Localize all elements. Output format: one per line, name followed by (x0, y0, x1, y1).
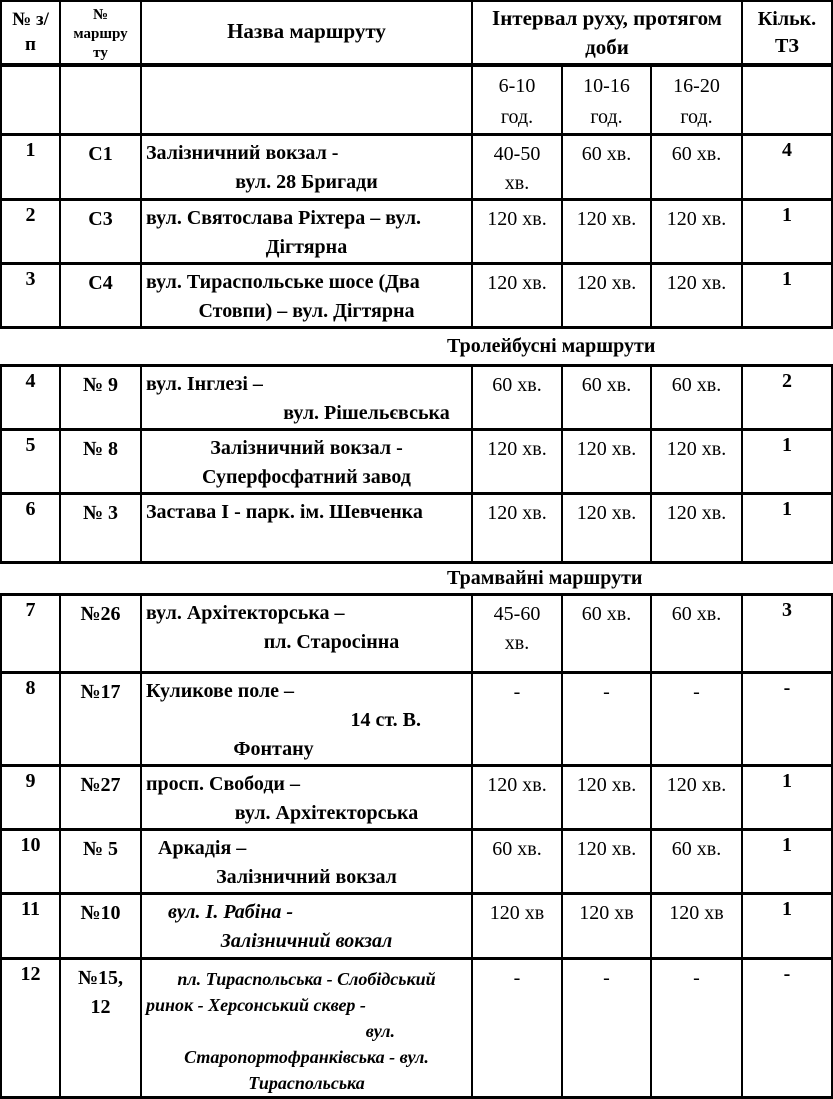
text-line: № 8 (82, 438, 119, 460)
text-line: - (603, 681, 610, 703)
text-line: Суперфосфатний завод (202, 466, 411, 488)
table-row (1, 264, 832, 328)
text-line: №10 (80, 902, 121, 924)
cell-interval-6-10 (472, 673, 562, 766)
text-line: 120 хв. (666, 208, 727, 230)
table-row (1, 595, 832, 673)
cell-index: 4 (1, 366, 60, 430)
cell-interval-6-10 (472, 200, 562, 264)
text-line: 14 ст. В. (350, 709, 421, 731)
text-line: С4 (88, 272, 113, 294)
text-line: 60 хв. (492, 374, 542, 396)
text-line: - (693, 681, 700, 703)
subheader-cell-10-16 (562, 65, 651, 135)
section-band-tram (0, 564, 831, 593)
cell-interval-10-16 (562, 595, 651, 673)
subheader-empty (60, 65, 141, 135)
cell-interval-10-16 (562, 200, 651, 264)
text-line: год. (680, 106, 713, 128)
cell-interval-10-16 (562, 430, 651, 494)
text-line: 60 хв. (671, 143, 722, 165)
cell-interval-10-16 (562, 830, 651, 894)
text-line: 120 хв. (576, 838, 637, 860)
text-line: 12 (90, 996, 111, 1018)
text-line: Старопортофранківська - вул. (184, 1047, 429, 1067)
cell-interval-10-16 (562, 494, 651, 563)
text-line: 6-10 (498, 75, 536, 97)
cell-route-name (141, 959, 472, 1098)
cell-route-number (60, 430, 141, 494)
cell-vehicle-count: 3 (742, 595, 832, 673)
text-line: 120 хв. (487, 208, 547, 230)
cell-route-name (141, 430, 472, 494)
text-line: 120 хв (669, 902, 724, 924)
cell-index: 1 (1, 135, 60, 200)
cell-interval-16-20 (651, 200, 742, 264)
text-line: Дігтярна (265, 236, 348, 258)
text-line: 120 хв. (576, 438, 637, 460)
text-line: 120 хв. (666, 502, 727, 524)
cell-route-name (141, 200, 472, 264)
cell-interval-16-20 (651, 673, 742, 766)
text-line: пл. Старосінна (263, 631, 400, 653)
text-line: 120 хв. (487, 502, 547, 524)
table-row (1, 766, 832, 830)
cell-interval-10-16 (562, 673, 651, 766)
cell-interval-10-16 (562, 366, 651, 430)
text-line: 16-20 (673, 75, 720, 97)
text-line: 120 хв. (487, 272, 547, 294)
text-line: - (513, 967, 521, 989)
text-line: №17 (80, 681, 121, 703)
text-line: вул. Інглезі – (146, 373, 263, 395)
cell-vehicle-count: - (742, 673, 832, 766)
section-title-tram: Трамвайні маршрути (447, 567, 643, 589)
text-line: ту (93, 45, 108, 61)
text-line: 120 хв. (666, 438, 727, 460)
text-line: 60 хв. (671, 603, 722, 625)
cell-interval-16-20 (651, 264, 742, 328)
text-line: год. (590, 106, 623, 128)
text-line: 120 хв. (666, 272, 727, 294)
text-line: 60 хв. (581, 603, 632, 625)
cell-vehicle-count: 2 (742, 366, 832, 430)
cell-interval-6-10 (472, 959, 562, 1098)
cell-vehicle-count: 1 (742, 894, 832, 959)
text-line: Куликове поле – (146, 680, 295, 702)
cell-index: 8 (1, 673, 60, 766)
text-line: №26 (80, 603, 121, 625)
cell-vehicle-count: 1 (742, 200, 832, 264)
text-line: - (693, 967, 700, 989)
cell-route-number (60, 894, 141, 959)
text-line: Залізничний вокзал - (146, 142, 339, 164)
cell-interval-16-20 (651, 366, 742, 430)
text-line: 120 хв (579, 902, 634, 924)
text-line: 60 хв. (581, 143, 632, 165)
text-line: Тираспольська (248, 1073, 365, 1093)
text-line: вул. Архітекторська (234, 802, 419, 824)
cell-index: 3 (1, 264, 60, 328)
cell-vehicle-count: 1 (742, 830, 832, 894)
text-line: маршру (73, 26, 128, 42)
table-row (1, 430, 832, 494)
text-line: Залізничний вокзал (220, 930, 393, 952)
text-line: вул. Архітекторська – (146, 602, 345, 624)
cell-vehicle-count: - (742, 959, 832, 1098)
text-line: 120 хв. (576, 272, 637, 294)
text-line: № (92, 7, 109, 23)
text-line: вул. (365, 1021, 395, 1041)
cell-route-name (141, 894, 472, 959)
cell-route-number (60, 366, 141, 430)
cell-interval-16-20 (651, 494, 742, 563)
cell-route-number (60, 264, 141, 328)
cell-route-number (60, 200, 141, 264)
routes-table-tram (0, 593, 833, 1099)
text-line: Застава І - парк. ім. Шевченка (146, 501, 423, 523)
cell-interval-6-10 (472, 430, 562, 494)
table-row (1, 135, 832, 200)
text-line: вул. Святослава Ріхтера – вул. (146, 207, 422, 229)
text-line: № 9 (82, 374, 119, 396)
cell-vehicle-count: 1 (742, 494, 832, 563)
subheader-row (1, 65, 832, 135)
cell-route-number (60, 959, 141, 1098)
cell-interval-6-10 (472, 135, 562, 200)
text-line: №27 (80, 774, 121, 796)
cell-interval-6-10 (472, 766, 562, 830)
cell-route-name (141, 595, 472, 673)
cell-interval-6-10 (472, 830, 562, 894)
table-row (1, 673, 832, 766)
routes-table-trolleybus (0, 364, 833, 564)
text-line: п (25, 34, 36, 55)
cell-interval-10-16 (562, 894, 651, 959)
cell-route-number (60, 494, 141, 563)
header-cell-index (1, 1, 60, 65)
text-line: - (513, 681, 521, 703)
cell-interval-6-10 (472, 894, 562, 959)
text-line: Залізничний вокзал (216, 866, 397, 888)
text-line: 40-50 (493, 143, 541, 165)
text-line: №15, (77, 967, 124, 989)
cell-index: 9 (1, 766, 60, 830)
cell-index: 11 (1, 894, 60, 959)
text-line: С3 (88, 208, 113, 230)
text-line: Фонтану (233, 738, 314, 760)
text-line: хв. (504, 172, 530, 194)
text-line: С1 (88, 143, 113, 165)
cell-index: 6 (1, 494, 60, 563)
cell-index: 7 (1, 595, 60, 673)
subheader-empty (141, 65, 472, 135)
text-line: пл. Тираспольська - Слобідський (177, 969, 436, 989)
cell-route-name (141, 264, 472, 328)
text-line: 60 хв. (581, 374, 632, 396)
text-line: просп. Свободи – (146, 773, 300, 795)
subheader-empty (1, 65, 60, 135)
table-row (1, 494, 832, 563)
subheader-cell-16-20 (651, 65, 742, 135)
text-line: 120 хв. (487, 438, 547, 460)
cell-interval-16-20 (651, 830, 742, 894)
text-line: 60 хв. (671, 838, 722, 860)
text-line: 120 хв. (487, 774, 547, 796)
routes-table-top (0, 0, 833, 329)
cell-vehicle-count: 1 (742, 766, 832, 830)
header-row (1, 1, 832, 65)
text-line: вул. Тираспольське шосе (Два (146, 271, 420, 293)
header-cell-interval: Інтервал руху, протягом доби (472, 1, 742, 65)
text-line: 60 хв. (671, 374, 722, 396)
header-cell-route-number (60, 1, 141, 65)
text-line: вул. 28 Бригади (235, 171, 378, 193)
cell-interval-6-10 (472, 595, 562, 673)
cell-route-name (141, 830, 472, 894)
text-line: 120 хв. (576, 502, 637, 524)
text-line: 120 хв. (666, 774, 727, 796)
cell-vehicle-count: 4 (742, 135, 832, 200)
cell-route-name (141, 366, 472, 430)
subheader-empty (742, 65, 832, 135)
table-row (1, 830, 832, 894)
text-line: - (603, 967, 610, 989)
cell-interval-16-20 (651, 430, 742, 494)
cell-index: 10 (1, 830, 60, 894)
text-line: хв. (504, 632, 530, 654)
table-row (1, 959, 832, 1098)
cell-interval-10-16 (562, 264, 651, 328)
cell-route-number (60, 766, 141, 830)
cell-route-name (141, 135, 472, 200)
cell-interval-6-10 (472, 366, 562, 430)
header-cell-route-name: Назва маршруту (141, 1, 472, 65)
cell-vehicle-count: 1 (742, 264, 832, 328)
cell-route-number (60, 673, 141, 766)
cell-interval-16-20 (651, 135, 742, 200)
cell-route-number (60, 830, 141, 894)
text-line: 60 хв. (492, 838, 542, 860)
cell-interval-16-20 (651, 595, 742, 673)
cell-interval-16-20 (651, 766, 742, 830)
cell-route-name (141, 673, 472, 766)
text-line: 120 хв. (576, 774, 637, 796)
cell-interval-6-10 (472, 494, 562, 563)
text-line: № з/ (12, 9, 49, 30)
section-band-trolleybus (0, 329, 831, 364)
text-line: 120 хв. (576, 208, 637, 230)
cell-route-name (141, 494, 472, 563)
cell-interval-10-16 (562, 135, 651, 200)
cell-interval-10-16 (562, 766, 651, 830)
text-line: Аркадія – (158, 837, 247, 859)
cell-route-name (141, 766, 472, 830)
cell-interval-16-20 (651, 959, 742, 1098)
text-line: ринок - Херсонський сквер - (146, 995, 366, 1015)
text-line: 10-16 (583, 75, 630, 97)
text-line: вул. Рішельєвська (283, 402, 450, 424)
cell-interval-16-20 (651, 894, 742, 959)
text-line: 45-60 (493, 603, 541, 625)
cell-route-number (60, 595, 141, 673)
subheader-cell-6-10 (472, 65, 562, 135)
header-cell-vehicle-count: Кільк. ТЗ (742, 1, 832, 65)
table-row (1, 200, 832, 264)
text-line: № 5 (82, 838, 119, 860)
text-line: № 3 (82, 502, 119, 524)
cell-interval-6-10 (472, 264, 562, 328)
table-row (1, 894, 832, 959)
cell-route-number (60, 135, 141, 200)
text-line: год. (500, 106, 534, 128)
text-line: 120 хв (489, 902, 545, 924)
cell-index: 2 (1, 200, 60, 264)
text-line: Стовпи) – вул. Дігтярна (198, 300, 415, 322)
cell-vehicle-count: 1 (742, 430, 832, 494)
text-line: вул. І. Рабіна - (168, 901, 294, 923)
cell-index: 12 (1, 959, 60, 1098)
cell-interval-10-16 (562, 959, 651, 1098)
text-line: Залізничний вокзал - (210, 437, 403, 459)
table-row (1, 366, 832, 430)
cell-index: 5 (1, 430, 60, 494)
section-title-trolleybus: Тролейбусні маршрути (447, 335, 656, 357)
